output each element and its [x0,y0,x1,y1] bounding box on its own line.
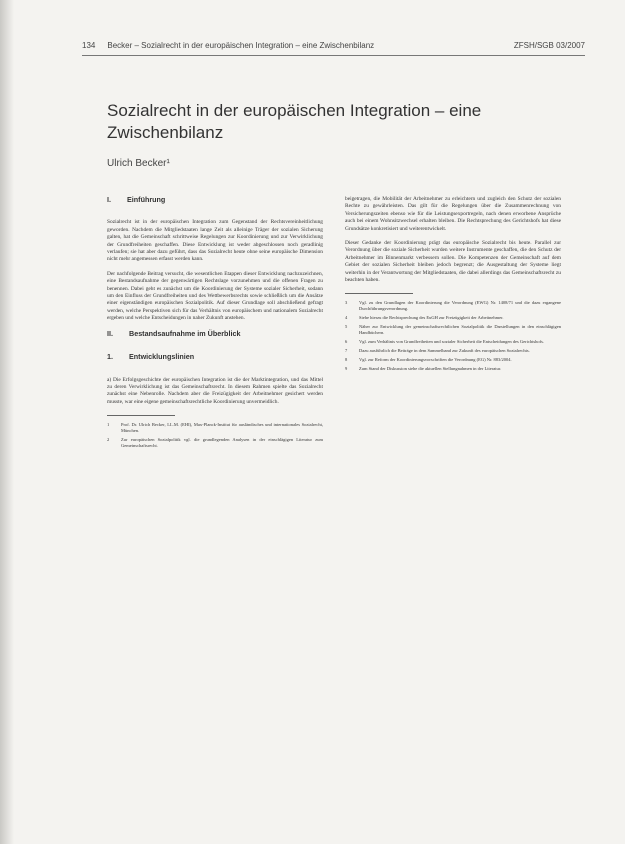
paragraph: beigetragen, die Mobilität der Arbeitnehmer zu erleichtern und zugleich den Schutz der sozialen Rechte zu gewährleisten. Das gilt für die Regelungen über die Zusammenrechnung von Versicherungszeiten ebenso wie für die Leistungsexportregeln, nach denen erworbene Ansprüche auch bei einem Wohnsitzwechsel erhalten bleiben. Die Rechtsprechung des Gerichtshofs hat diese Grundsätze konkretisiert und weiterentwickelt. [345,196,561,232]
footnote: 4 Siehe hierzu die Rechtsprechung des EuGH zur Freizügigkeit der Arbeitnehmer. [345,315,504,321]
paragraph: Dieser Gedanke der Koordinierung prägt das europäische Sozialrecht bis heute. Parallel zur Verordnung über die soziale Sicherheit wurden weitere Instrumente geschaffen, die den Schutz der Arbeitnehmer im Binnenmarkt verbessern sollen. Die Kompetenzen der Gemeinschaft auf dem Gebiet der sozialen Sicherheit bleiben jedoch begrenzt; die Ausgestaltung der Systeme liegt weiterhin in der Verantwortung der Mitgliedstaaten, die dabei allerdings das Gemeinschaftsrecht zu beachten haben. [345,240,561,284]
paragraph: Sozialrecht ist in der europäischen Integration zum Gegenstand der Rechtsvereinheitlichung geworden. Nachdem die Mitgliedstaaten lange Zeit als alleinige Träger der sozialen Sicherung galten, hat die Gemeinschaft schrittweise Regelungen zur Koordinierung und zur Verwirklichung der Grundfreiheiten geschaffen. Diese Entwicklung ist weder abgeschlossen noch geradlinig verlaufen; sie hat aber dazu geführt, dass das Sozialrecht heute ohne seine europäische Dimension nicht mehr angemessen erfasst werden kann. [107,219,323,263]
footnote: 5 Näher zur Entwicklung der gemeinschaftsrechtlichen Sozialpolitik die Darstellungen in den einschlägigen Handbüchern. [345,324,561,336]
subsection-heading-2-1: 1. Entwicklungslinien [107,352,195,362]
footnote-rule [107,415,175,416]
article-title: Sozialrecht in der europäischen Integration – eine Zwischenbilanz [107,101,482,142]
journal-reference: ZFSH/SGB 03/2007 [513,41,585,50]
footnote: 8 Vgl. zur Reform der Koordinierungsvorschriften die Verordnung (EG) Nr. 883/2004. [345,356,512,362]
footnote: 9 Zum Stand der Diskussion siehe die aktuellen Stellungnahmen in der Literatur. [345,365,502,371]
running-header [82,41,585,56]
footnote-rule [345,293,413,294]
right-column [345,196,561,782]
section-heading-2: II. Bestandsaufnahme im Überblick [107,328,241,338]
section-heading-1: I. Einführung [107,196,166,204]
page-number: 134 [82,41,96,50]
left-column [107,196,323,782]
footnote: 6 Vgl. zum Verhältnis von Grundfreiheiten und sozialer Sicherheit die Entscheidungen des Gerichtshofs. [345,339,544,344]
running-title: Becker – Sozialrecht in der europäischen Integration – eine Zwischenbilanz [107,41,375,50]
footnote: 7 Dazu ausführlich die Beiträge in dem Sammelband zur Zukunft des europäischen Sozialrechts. [345,347,530,353]
paragraph: a) Die Erfolgsgeschichte der europäischen Integration ist die der Marktintegration, und das Mittel zu deren Verwirklichung ist das Gemeinschaftsrecht. In diesem Rahmen spielte das Sozialrecht zunächst eine Nebenrolle. Nachdem aber die Freizügigkeit der Arbeitnehmer gesichert werden musste, war eine eigene gemeinschaftsrechtliche Koordinierung unvermeidlich. [107,376,323,405]
footnote: 3 Vgl. zu den Grundlagen der Koordinierung die Verordnung (EWG) Nr. 1408/71 und die dazu ergangene Durchführungsverordnung. [345,300,561,312]
paragraph: Der nachfolgende Beitrag versucht, die wesentlichen Etappen dieser Entwicklung nachzuzeichnen, eine Bestandsaufnahme der gegenwärtigen Rechtslage vorzunehmen und die offenen Fragen zu benennen. Dabei geht es zunächst um die Koordinierung der Systeme sozialer Sicherheit, sodann um den Einfluss der Grundfreiheiten und des Wettbewerbsrechts sowie schließlich um die Ansätze einer eigenständigen europäischen Sozialpolitik. Auf dieser Grundlage soll abschließend gefragt werden, welche Perspektiven sich für das Verhältnis von europäischem und nationalem Sozialrecht ergeben und welche Entscheidungen in naher Zukunft anstehen. [107,270,323,322]
footnote: 2 Zur europäischen Sozialpolitik vgl. die grundlegenden Analysen in der einschlägigen Literatur zum Gemeinschaftsrecht. [107,436,323,448]
article-author: Ulrich Becker¹ [107,158,170,169]
footnote: 1 Prof. Dr. Ulrich Becker, LL.M. (EHI), Max-Planck-Institut für ausländisches und internationales Sozialrecht, München. [107,422,323,434]
